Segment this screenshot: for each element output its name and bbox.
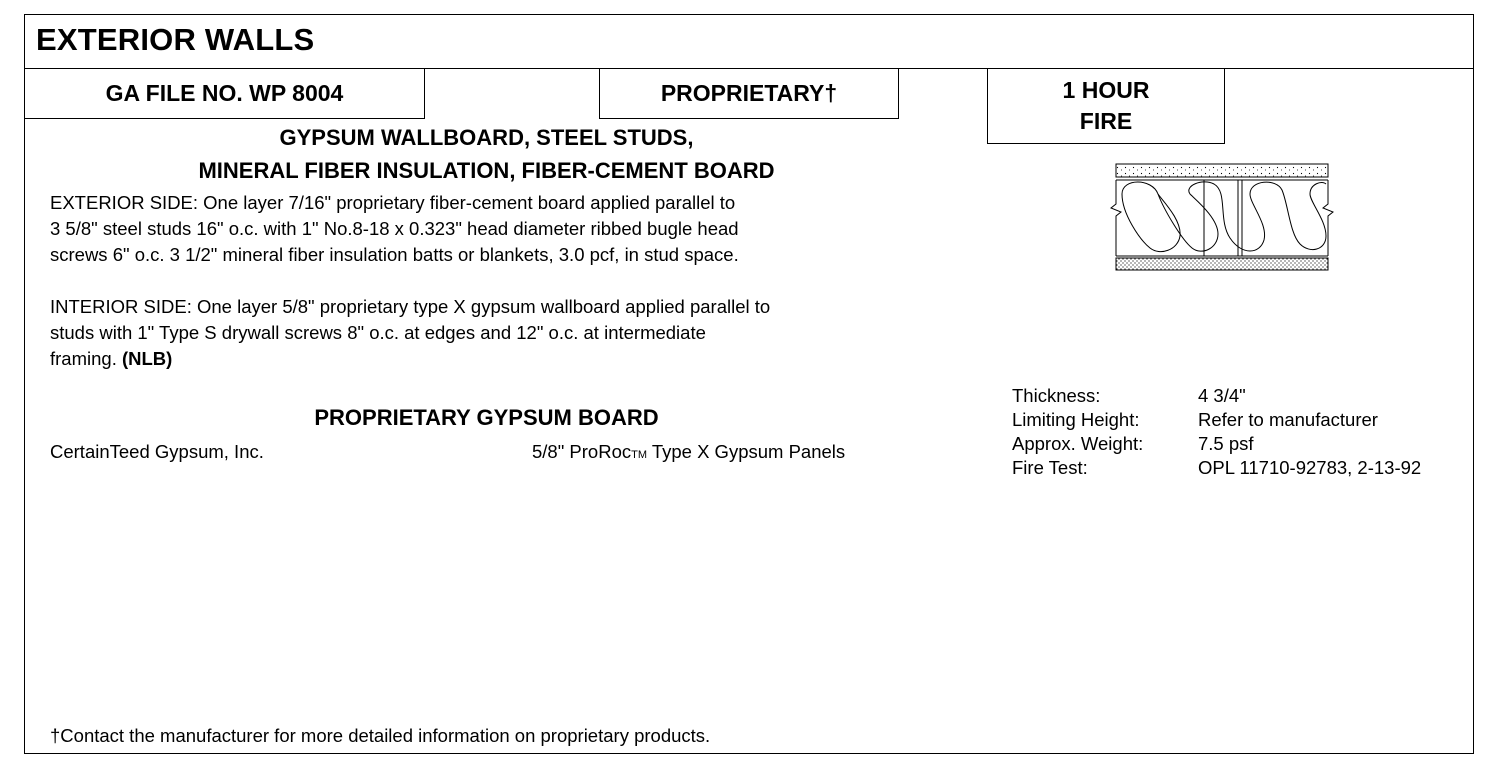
spec-value: OPL 11710-92783, 2-13-92 bbox=[1198, 457, 1422, 478]
interior-line: INTERIOR SIDE: One layer 5/8" proprietary type X gypsum wallboard applied parallel to bbox=[50, 296, 771, 317]
spec-label: Approx. Weight: bbox=[1012, 433, 1144, 454]
system-heading-line2: MINERAL FIBER INSULATION, FIBER-CEMENT BOARD bbox=[198, 158, 775, 183]
spec-row-fire-test bbox=[1012, 456, 1421, 480]
fire-rating-box bbox=[987, 68, 1225, 144]
interior-line-last bbox=[50, 346, 770, 372]
spec-row-weight bbox=[1012, 432, 1421, 456]
interior-side-description bbox=[50, 294, 770, 372]
product-prefix: 5/8" ProRoc bbox=[532, 441, 632, 462]
fire-rating-line1: 1 HOUR bbox=[1062, 77, 1150, 103]
trademark-mark: TM bbox=[631, 449, 648, 461]
ga-file-number: GA FILE NO. WP 8004 bbox=[105, 80, 344, 106]
exterior-line: EXTERIOR SIDE: One layer 7/16" proprietary fiber-cement board applied parallel to bbox=[50, 192, 736, 213]
proprietary-board-heading: PROPRIETARY GYPSUM BOARD bbox=[314, 405, 659, 430]
spec-value: 4 3/4" bbox=[1198, 385, 1246, 406]
proprietary-box bbox=[599, 68, 899, 119]
nlb-note: (NLB) bbox=[121, 348, 173, 369]
exterior-side-description bbox=[50, 190, 739, 268]
spec-label: Thickness: bbox=[1012, 385, 1101, 406]
ga-file-number-box bbox=[24, 68, 425, 119]
wall-section-diagram bbox=[1100, 160, 1345, 275]
product-name bbox=[532, 441, 845, 463]
footnote: †Contact the manufacturer for more detailed information on proprietary products. bbox=[50, 725, 711, 746]
page-title: EXTERIOR WALLS bbox=[36, 22, 315, 57]
proprietary-label: PROPRIETARY† bbox=[660, 80, 838, 106]
system-heading-line1: GYPSUM WALLBOARD, STEEL STUDS, bbox=[279, 125, 694, 150]
spec-row-limiting-height bbox=[1012, 408, 1421, 432]
manufacturer-name: CertainTeed Gypsum, Inc. bbox=[50, 441, 264, 462]
interior-line: framing. bbox=[50, 348, 117, 369]
exterior-line: 3 5/8" steel studs 16" o.c. with 1" No.8-18 x 0.323" head diameter ribbed bugle head bbox=[50, 218, 739, 239]
spec-label: Limiting Height: bbox=[1012, 409, 1140, 430]
spec-value: Refer to manufacturer bbox=[1198, 409, 1378, 430]
spec-label: Fire Test: bbox=[1012, 457, 1088, 478]
fire-rating-line2: FIRE bbox=[1079, 108, 1133, 134]
exterior-line: screws 6" o.c. 3 1/2" mineral fiber insulation batts or blankets, 3.0 pcf, in stud space. bbox=[50, 244, 739, 265]
spec-value: 7.5 psf bbox=[1198, 433, 1254, 454]
interior-line: studs with 1" Type S drywall screws 8" o.c. at edges and 12" o.c. at intermediate bbox=[50, 322, 706, 343]
specifications-list bbox=[1012, 384, 1421, 480]
product-suffix: Type X Gypsum Panels bbox=[647, 441, 846, 462]
spec-row-thickness bbox=[1012, 384, 1421, 408]
